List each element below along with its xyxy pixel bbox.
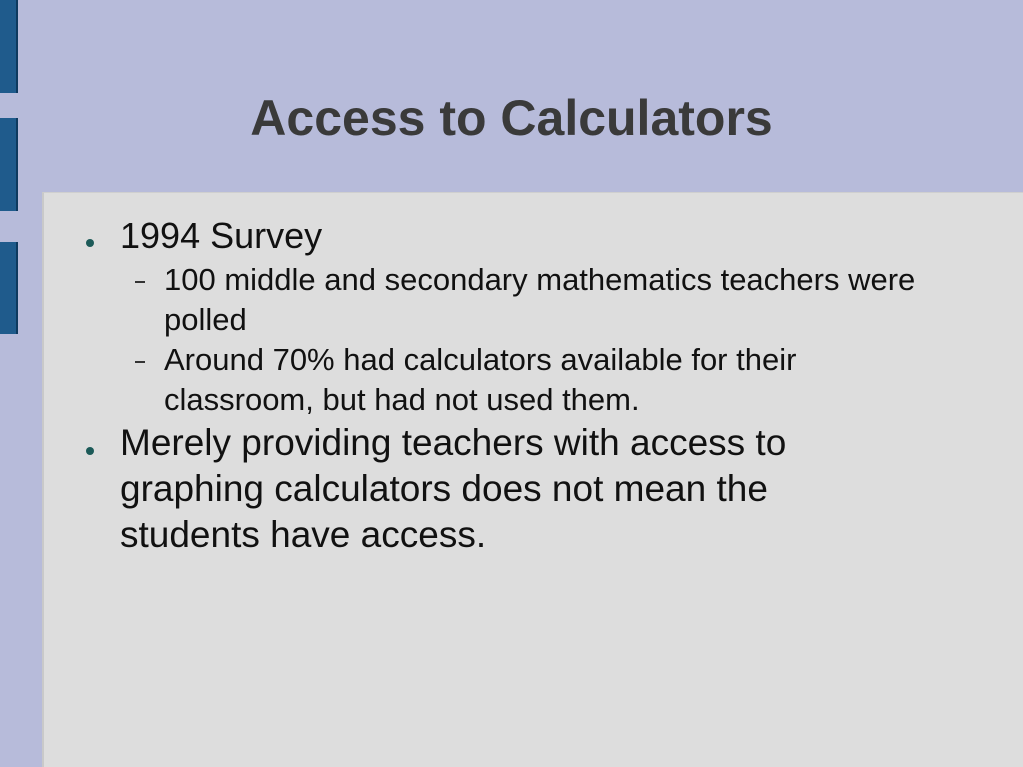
bullet-text: Merely providing teachers with access to graphing calculators does not mean the students have access.: [120, 422, 787, 555]
bullet-text: 1994 Survey: [120, 215, 323, 256]
dash-icon: [135, 361, 145, 363]
accent-bar-top: [0, 0, 18, 93]
subbullet-text: Around 70% had calculators available for their classroom, but had not used them.: [164, 342, 797, 417]
accent-bar-bottom: [0, 242, 18, 334]
subbullet-text: 100 middle and secondary mathematics teachers were polled: [164, 262, 916, 337]
bullet-dot-icon: [86, 239, 94, 247]
dash-icon: [135, 281, 145, 283]
bullet-dot-icon: [86, 447, 94, 455]
slide-title: Access to Calculators: [250, 90, 773, 146]
